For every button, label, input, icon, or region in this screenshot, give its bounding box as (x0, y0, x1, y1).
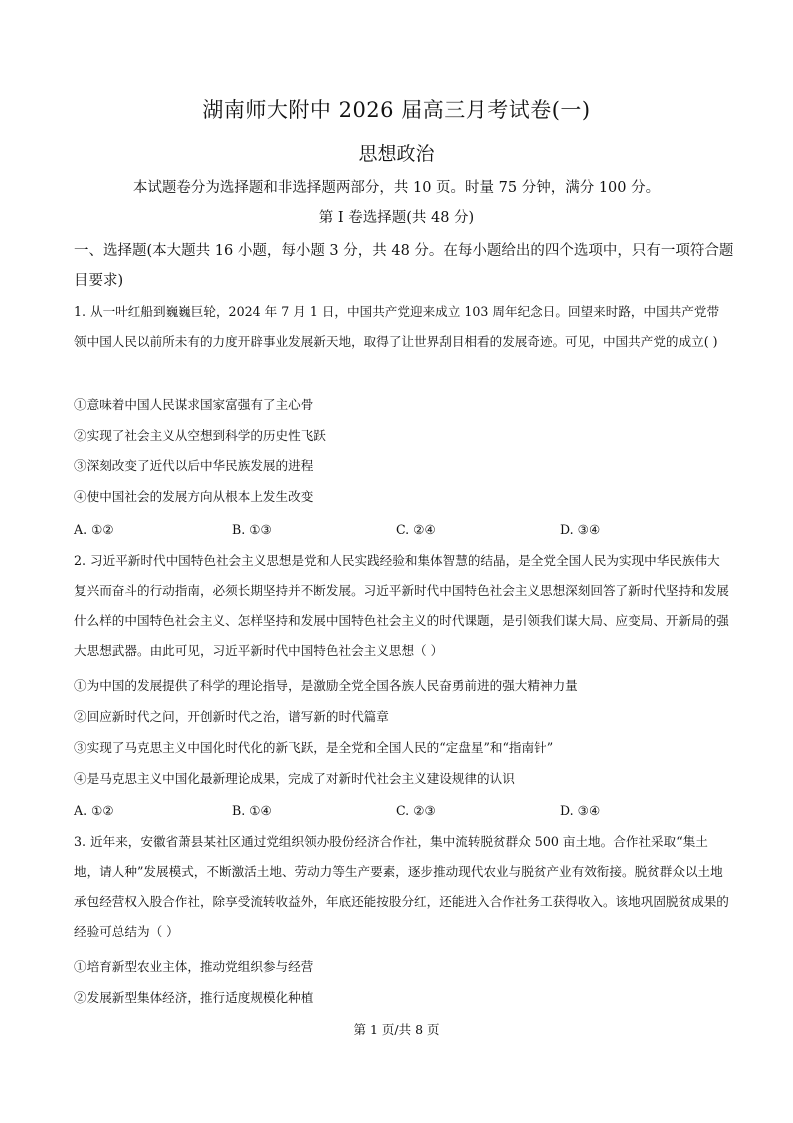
question-2-choice-d[interactable]: D. ③④ (560, 803, 601, 818)
section-heading: 一、选择题(本大题共 16 小题，每小题 3 分，共 48 分。在每小题给出的四个选项中，只有一项符合题目要求) (74, 243, 734, 289)
question-3-stem: 3. 近年来，安徽省萧县某社区通过党组织领办股份经济合作社，集中流转脱贫群众 500 亩土地。合作社采取“集土地，请人种”发展模式，不断激活土地、劳动力等生产要素，逐步推动现代农业与脱贫产业有效衔接。脱贫群众以土地承包经营权入股合作社，除享受流转收益外，年底还能按股分红，还能进入合作社务工获得收入。该地巩固脱贫成果的经验可总结为（ ） (74, 834, 729, 939)
question-2-stem: 2. 习近平新时代中国特色社会主义思想是党和人民实践经验和集体智慧的结晶，是全党全国人民为实现中华民族伟大复兴而奋斗的行动指南，必须长期坚持并不断发展。习近平新时代中国特色社会主义思想深刻回答了新时代坚持和发展什么样的中国特色社会主义、怎样坚持和发展中国特色社会主义的时代课题，是引领我们谋大局、应变局、开新局的强大思想武器。由此可见，习近平新时代中国特色社会主义思想（ ） (74, 553, 729, 658)
question-2-choice-a[interactable]: A. ①② (74, 803, 114, 818)
question-1-option-4: ④使中国社会的发展方向从根本上发生改变 (74, 489, 314, 504)
question-1-choice-d[interactable]: D. ③④ (560, 522, 601, 537)
question-2-choice-b[interactable]: B. ①④ (232, 803, 272, 818)
exam-intro: 本试题卷分为选择题和非选择题两部分，共 10 页。时量 75 分钟，满分 100 分。 (132, 180, 661, 196)
question-2-choice-c[interactable]: C. ②③ (396, 803, 436, 818)
question-1-choice-b[interactable]: B. ①③ (232, 522, 272, 537)
question-2-option-1: ①为中国的发展提供了科学的理论指导，是激励全党全国各族人民奋勇前进的强大精神力量 (74, 678, 578, 693)
question-2-option-4: ④是马克思主义中国化最新理论成果，完成了对新时代社会主义建设规律的认识 (74, 771, 515, 786)
question-2-option-2: ②回应新时代之问，开创新时代之治，谱写新的时代篇章 (74, 709, 389, 724)
page-number: 第 1 页/共 8 页 (353, 1022, 440, 1037)
part-title: 第 I 卷选择题(共 48 分) (318, 210, 475, 226)
question-1-choice-c[interactable]: C. ②④ (396, 522, 436, 537)
question-1-stem: 1. 从一叶红船到巍巍巨轮，2024 年 7 月 1 日，中国共产党迎来成立 103 周年纪念日。回望来时路，中国共产党带领中国人民以前所未有的力度开辟事业发展新天地，取得了让世界刮目相看的发展奇迹。可见，中国共产党的成立( ) (74, 304, 720, 349)
question-1-option-2: ②实现了社会主义从空想到科学的历史性飞跃 (74, 428, 326, 443)
question-2-option-3: ③实现了马克思主义中国化时代化的新飞跃，是全党和全国人民的“定盘星”和“指南针” (74, 740, 554, 755)
question-1-choice-a[interactable]: A. ①② (74, 522, 114, 537)
question-1-choices (74, 515, 734, 545)
question-1-option-1: ①意味着中国人民谋求国家富强有了主心骨 (74, 397, 314, 412)
question-3-option-2: ②发展新型集体经济，推行适度规模化种植 (74, 990, 314, 1005)
subject-title: 思想政治 (358, 143, 435, 165)
question-2-choices (74, 796, 734, 826)
question-1-option-3: ③深刻改变了近代以后中华民族发展的进程 (74, 458, 314, 473)
exam-title: 湖南师大附中 2026 届高三月考试卷(一) (202, 98, 591, 122)
question-3-option-1: ①培育新型农业主体，推动党组织参与经营 (74, 959, 314, 974)
